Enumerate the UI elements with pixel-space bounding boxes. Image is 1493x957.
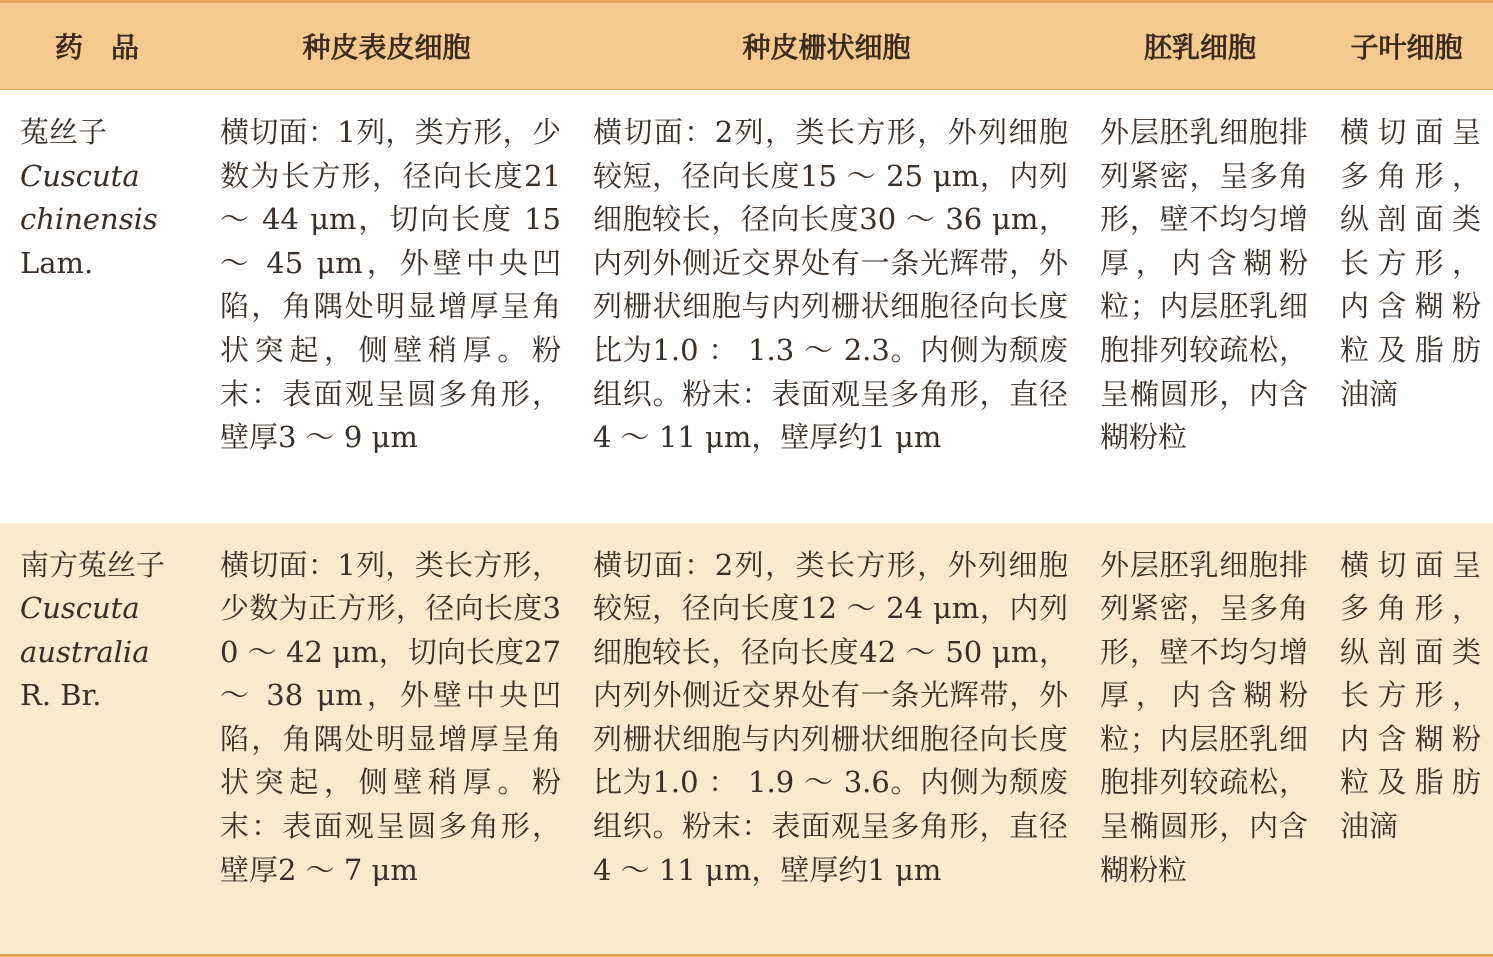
- drug-cell: [0, 90, 200, 523]
- endosperm-cell: 外层胚乳细胞排列紧密，呈多角形，壁不均匀增厚，内含糊粉粒；内层胚乳细胞排列较疏松，呈椭圆形，内含糊粉粒: [1100, 115, 1308, 455]
- table-header: [0, 2, 1493, 90]
- drug-chinese-name: 南方菟丝子: [20, 547, 166, 582]
- header-seed-coat-palisade: 种皮栅状细胞: [573, 2, 1080, 90]
- drug-latin-species: chinensis: [20, 202, 158, 237]
- epidermis-cell: 横切面：1列，类长方形，少数为正方形，径向长度30 ～ 42 μm，切向长度27 ～ 38 μm，外壁中央凹陷，角隅处明显增厚呈角状突起，侧壁稍厚。粉末：表面观呈圆多角形，壁厚2 ～ 7 μm: [200, 523, 573, 956]
- palisade-cell: 横切面：2列，类长方形，外列细胞较短，径向长度15 ～ 25 μm，内列细胞较长，径向长度30 ～ 36 μm，内列外侧近交界处有一条光辉带，外列栅状细胞与内列栅状细胞径向长度比为1.0 ： 1.3 ～ 2.3。内侧为颓废组织。粉末：表面观呈多角形，直径4 ～ 11 μm，壁厚约1 μm: [593, 115, 1068, 455]
- palisade-cell: 横切面：2列，类长方形，外列细胞较短，径向长度12 ～ 24 μm，内列细胞较长，径向长度42 ～ 50 μm，内列外侧近交界处有一条光辉带，外列栅状细胞与内列栅状细胞径向长度比为1.0 ： 1.9 ～ 3.6。内侧为颓废组织。粉末：表面观呈多角形，直径4 ～ 11 μm，壁厚约1 μm: [573, 523, 1080, 956]
- endosperm-cell: 外层胚乳细胞排列紧密，呈多角形，壁不均匀增厚，内含糊粉粒；内层胚乳细胞排列较疏松，呈椭圆形，内含糊粉粒: [1080, 523, 1320, 956]
- header-drug: 药品: [0, 2, 200, 90]
- header-cotyledon: 子叶细胞: [1320, 2, 1493, 90]
- drug-cell: [0, 523, 200, 956]
- drug-latin-species: australia: [20, 634, 150, 669]
- cotyledon-cell: 横切面呈多角形，纵剖面类长方形，内含糊粉粒及脂肪油滴: [1340, 115, 1481, 411]
- table-row: [0, 523, 1493, 956]
- drug-author: Lam.: [20, 245, 94, 280]
- header-row: [0, 2, 1493, 90]
- table-row: [0, 90, 1493, 523]
- drug-latin-genus: Cuscuta: [20, 158, 140, 193]
- epidermis-cell: 横切面：1列，类方形，少数为长方形，径向长度21 ～ 44 μm，切向长度 15 ～ 45 μm，外壁中央凹陷，角隅处明显增厚呈角状突起，侧壁稍厚。粉末：表面观呈圆多角形，壁厚3 ～ 9 μm: [220, 115, 561, 455]
- drug-chinese-name: 菟丝子: [20, 115, 108, 149]
- cotyledon-cell: 横切面呈多角形，纵剖面类长方形，内含糊粉粒及脂肪油滴: [1320, 523, 1493, 956]
- header-seed-coat-epidermis: 种皮表皮细胞: [200, 2, 573, 90]
- drug-latin-genus: Cuscuta: [20, 591, 140, 626]
- drug-author: R. Br.: [20, 678, 102, 713]
- table-body: [0, 90, 1493, 956]
- header-endosperm: 胚乳细胞: [1080, 2, 1320, 90]
